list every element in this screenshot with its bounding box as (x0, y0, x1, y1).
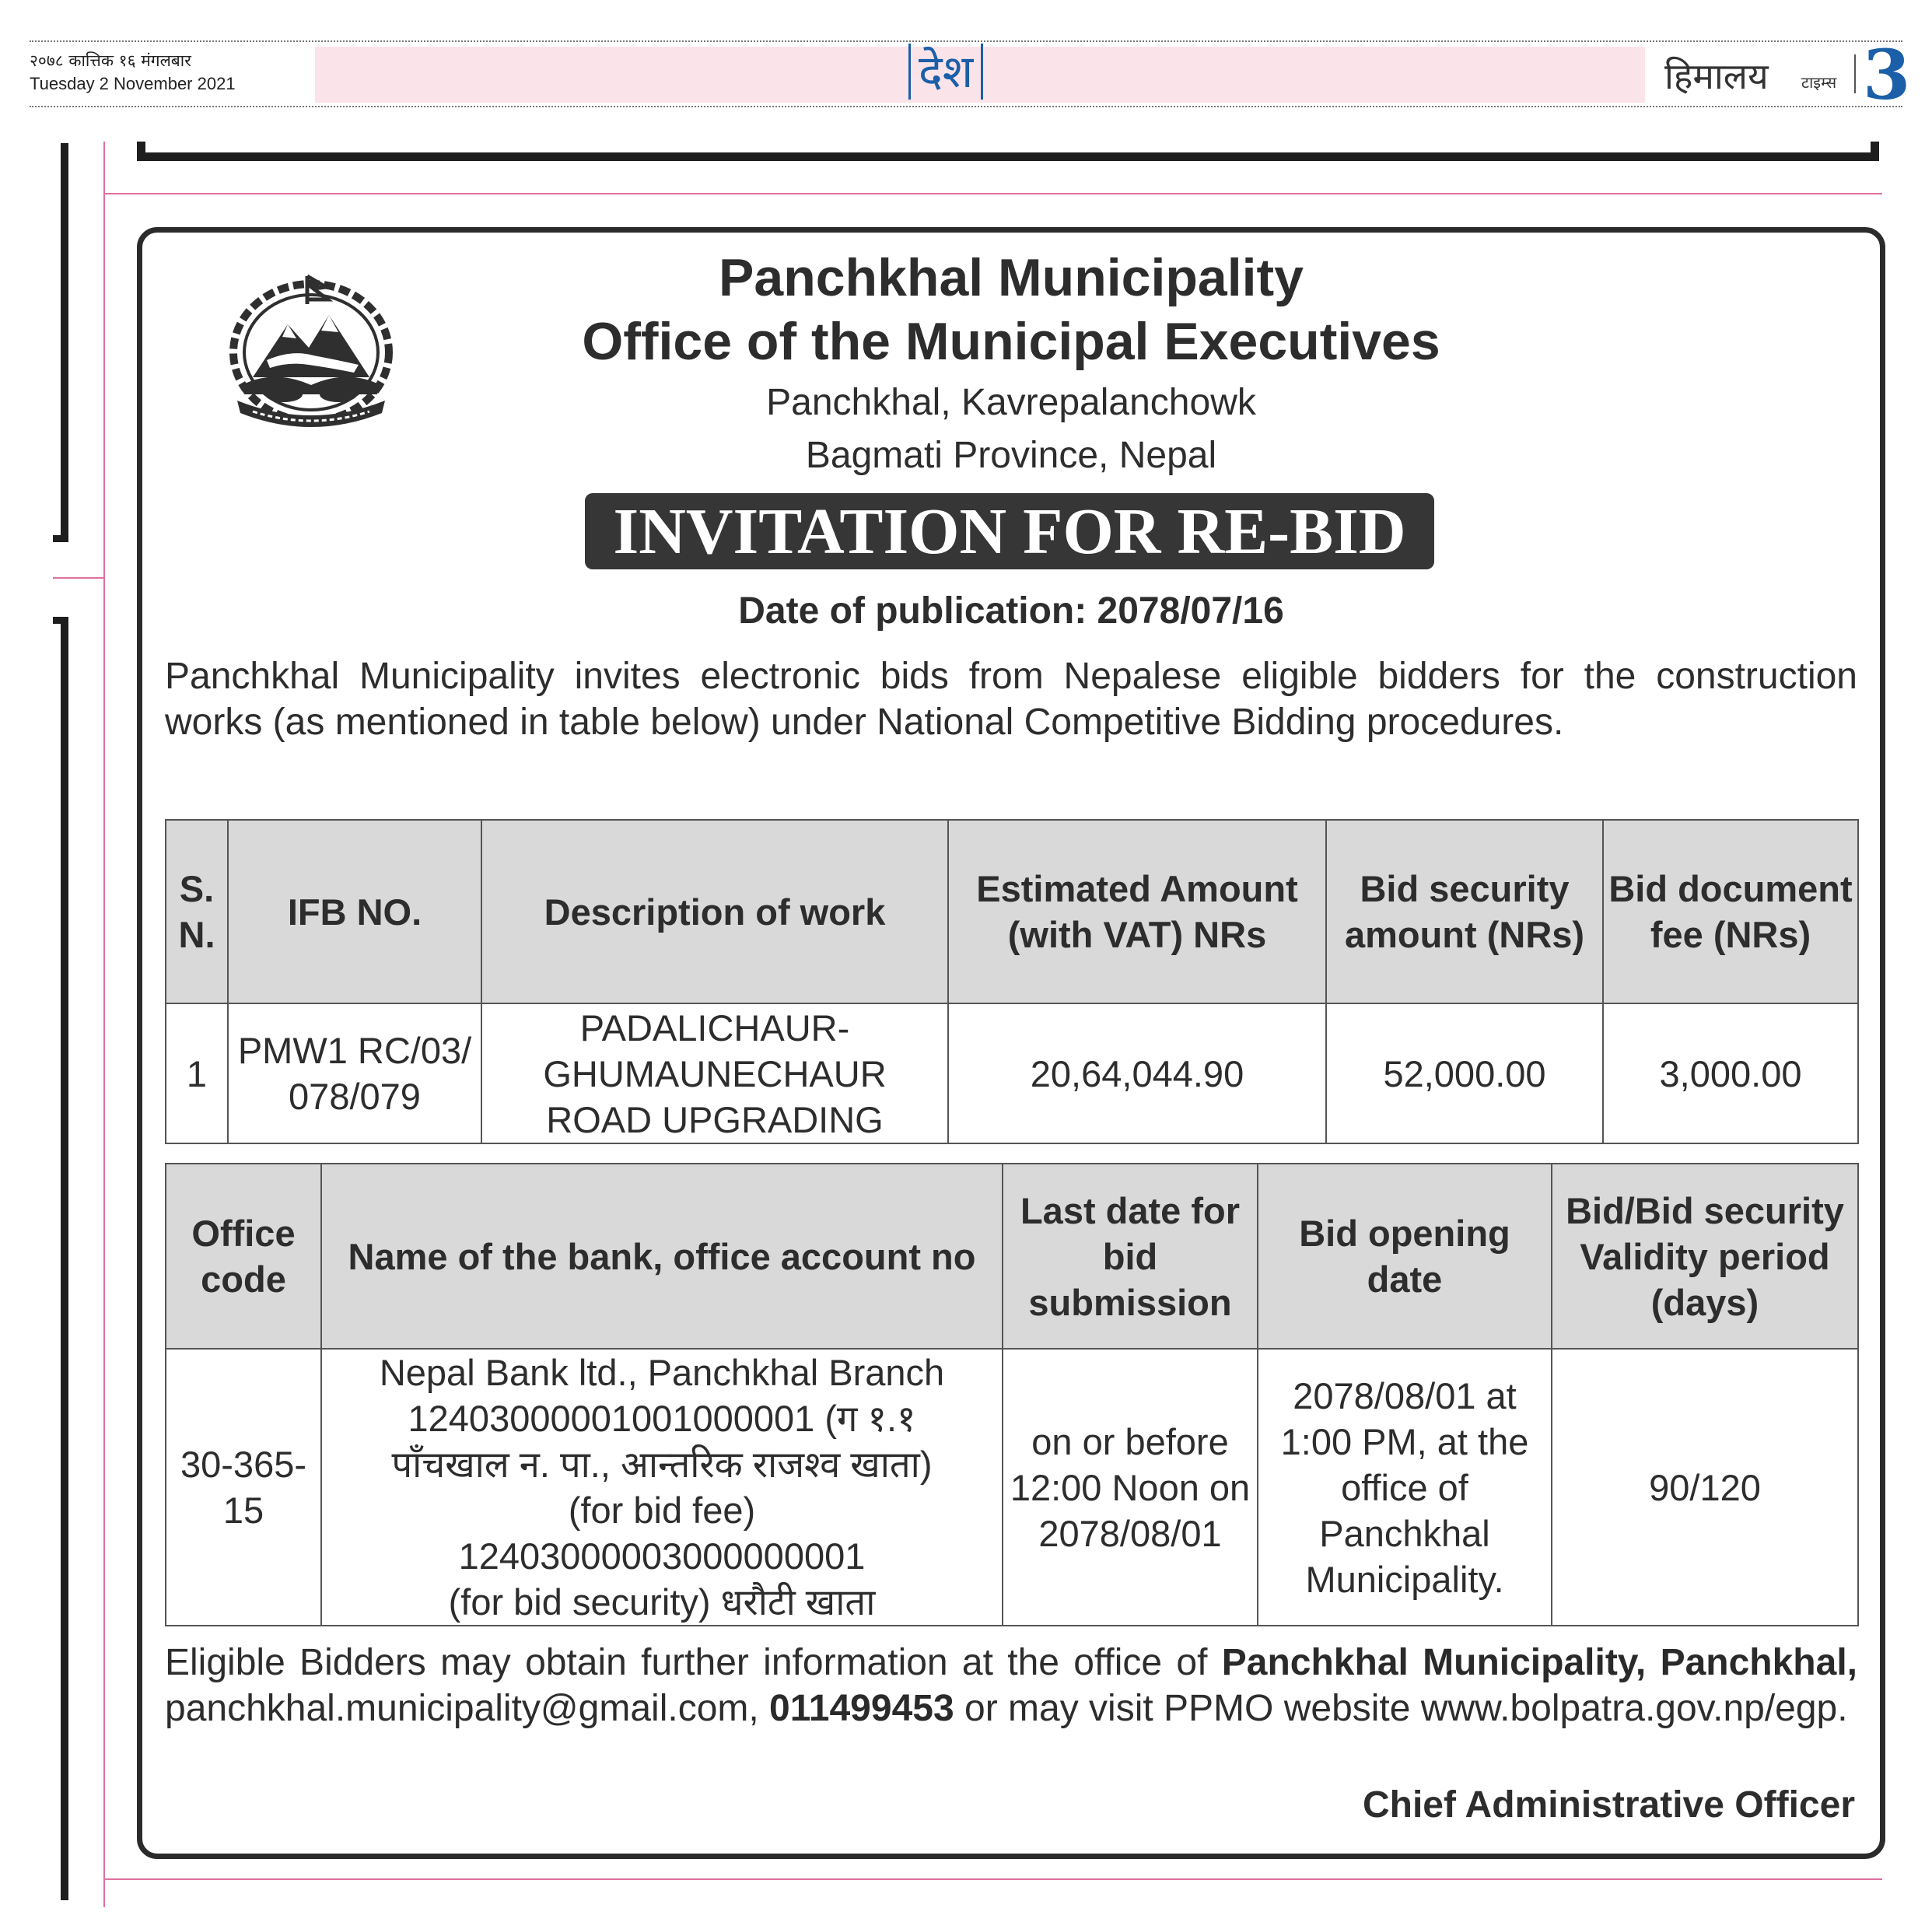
previous-ad-border-left (137, 142, 145, 161)
col-header-opening-date: Bid opening date (1258, 1164, 1552, 1349)
previous-ad-border-bottom (137, 152, 1879, 161)
col-header-last-date: Last date for bid submission (1003, 1164, 1258, 1349)
col-header-validity: Bid/Bid security Validity period (days) (1552, 1164, 1858, 1349)
column-guide-short (53, 577, 104, 579)
bank-line: 12403000003000000001 (458, 1535, 866, 1577)
office-name: Office of the Municipal Executives (582, 312, 1440, 371)
address-line-2: Bagmati Province, Nepal (805, 435, 1217, 476)
left-column-bracket-upper (61, 143, 68, 542)
cell-bid-security: 52,000.00 (1326, 1003, 1603, 1143)
bank-line: 12403000001001000001 (ग १.१ (408, 1398, 916, 1439)
bank-line: (for bid fee) (568, 1490, 756, 1531)
col-header-bank-account: Name of the bank, office account no (321, 1164, 1003, 1349)
guide-line-lower (103, 1878, 1882, 1880)
cell-ifb-no: PMW1 RC/03/ 078/079 (228, 1003, 481, 1143)
left-column-bracket-upper-foot (53, 535, 68, 542)
cell-estimated-amount: 20,64,044.90 (948, 1003, 1326, 1143)
table-row (166, 1349, 1858, 1626)
further-info-paragraph (165, 1640, 1857, 1731)
table-row (166, 1003, 1858, 1143)
bank-dates-table (165, 1163, 1859, 1626)
col-header-description: Description of work (481, 820, 948, 1003)
works-table-header-row (166, 820, 1858, 1003)
header-bottom-rule (30, 106, 1902, 107)
footer-email: panchkhal.municipality@gmail.com, (165, 1688, 770, 1729)
cell-document-fee: 3,000.00 (1603, 1003, 1858, 1143)
col-header-ifb-no: IFB NO. (228, 820, 481, 1003)
newspaper-masthead: हिमालय (1664, 55, 1769, 97)
section-name: देश (908, 44, 983, 100)
guide-line-upper (103, 193, 1882, 194)
col-header-document-fee: Bid document fee (NRs) (1603, 820, 1858, 1003)
masthead-divider (1854, 54, 1856, 93)
notice-banner: INVITATION FOR RE-BID (585, 493, 1434, 569)
bank-line: पाँचखाल न. पा., आन्तरिक राजश्व खाता) (391, 1444, 933, 1485)
bank-table-header-row (166, 1164, 1858, 1349)
footer-website: or may visit PPMO website www.bolpatra.gov.np/egp. (954, 1688, 1848, 1729)
previous-ad-border-right (1871, 142, 1879, 161)
col-header-office-code: Office code (166, 1164, 321, 1349)
page-number: 3 (1863, 34, 1911, 115)
col-header-estimated-amount: Estimated Amount (with VAT) NRs (948, 820, 1326, 1003)
cell-opening-date: 2078/08/01 at 1:00 PM, at the office of Panchkhal Municipality. (1258, 1349, 1552, 1626)
date-english: Tuesday 2 November 2021 (30, 74, 236, 93)
date-nepali: २०७८ कात्तिक १६ मंगलबार (30, 51, 191, 70)
col-header-bid-security: Bid security amount (NRs) (1326, 820, 1603, 1003)
signature-title: Chief Administrative Officer (1362, 1784, 1855, 1826)
intro-paragraph: Panchkhal Municipality invites electronic bids from Nepalese eligible bidders for the construction works (as mentioned in table below) under National Competitive Bidding procedures. (165, 656, 1857, 743)
bank-line: Nepal Bank ltd., Panchkhal Branch (379, 1352, 945, 1393)
newspaper-masthead-suffix: टाइम्स (1801, 73, 1837, 92)
cell-validity: 90/120 (1552, 1349, 1858, 1626)
left-column-bracket-lower (61, 617, 68, 1900)
bank-line: (for bid security) धरौटी खाता (448, 1581, 876, 1623)
address-line-1: Panchkhal, Kavrepalanchowk (766, 382, 1256, 423)
cell-bank-account (321, 1349, 1003, 1626)
cell-last-date: on or before 12:00 Noon on 2078/08/01 (1003, 1349, 1258, 1626)
footer-office-name: Panchkhal Municipality, Panchkhal, (1221, 1642, 1857, 1683)
municipality-name: Panchkhal Municipality (719, 248, 1304, 307)
publication-date: Date of publication: 2078/07/16 (738, 590, 1284, 632)
cell-sn: 1 (166, 1003, 228, 1143)
cell-description: PADALICHAUR-GHUMAUNECHAUR ROAD UPGRADING (481, 1003, 948, 1143)
col-header-sn: S. N. (166, 820, 228, 1003)
header-top-rule (30, 40, 1902, 42)
column-guide-line (103, 142, 105, 1907)
footer-phone: 011499453 (769, 1688, 954, 1729)
works-table (165, 819, 1859, 1144)
cell-office-code: 30-365-15 (166, 1349, 321, 1626)
footer-text-1: Eligible Bidders may obtain further information at the office of (165, 1642, 1222, 1683)
